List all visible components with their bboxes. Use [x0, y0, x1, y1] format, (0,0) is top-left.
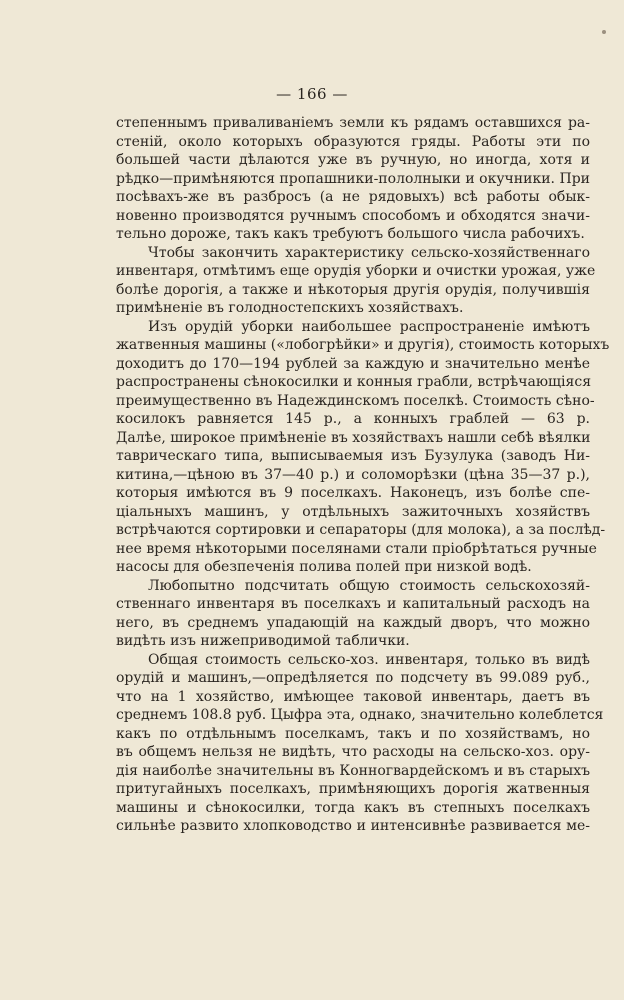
text-line: что на 1 хозяйство, имѣющее таковой инвентарь, даетъ въ [116, 688, 590, 705]
text-line: орудій и машинъ,—опредѣляется по подсчету въ 99.089 руб., [116, 670, 590, 686]
text-line: ціальныхъ машинъ, у отдѣльныхъ зажиточныхъ хозяйствъ [116, 503, 590, 520]
text-line: стеній, около которыхъ образуются гряды. Работы эти по [116, 133, 590, 150]
text-line: встрѣчаются сортировки и сепараторы (для молока), а за послѣд- [116, 522, 606, 538]
text-line: тельно дороже, такъ какъ требуютъ большого числа рабочихъ. [116, 226, 585, 242]
text-line: въ общемъ нельзя не видѣть, что расходы на сельско-хоз. ору- [116, 744, 590, 760]
text-line: притугайныхъ поселкахъ, примѣняющихъ дорогія жатвенныя [116, 781, 590, 797]
text-line: косилокъ равняется 145 р., а конныхъ граблей — 63 р. [116, 411, 590, 427]
text-line: Изъ орудій уборки наибольшее распространеніе имѣютъ [148, 318, 590, 335]
text-line: Чтобы закончить характеристику сельско-хозяйственнаго [148, 244, 590, 261]
text-line: большей части дѣлаются уже въ ручную, но иногда, хотя и [116, 152, 590, 168]
text-line: дія наиболѣе значительны въ Конногвардейскомъ и въ старыхъ [116, 762, 590, 779]
text-line: какъ по отдѣльнымъ поселкамъ, такъ и по хозяйствамъ, но [116, 725, 590, 742]
page-number: — 166 — [276, 85, 348, 103]
text-line: посѣвахъ-же въ разбросъ (а не рядовыхъ) всѣ работы обык- [116, 189, 590, 205]
text-line: Далѣе, широкое примѣненіе въ хозяйствахъ нашли себѣ вѣялки [116, 429, 591, 446]
text-line: доходитъ до 170—194 рублей за каждую и значительно менѣе [116, 355, 590, 372]
text-line: преимущественно въ Надеждинскомъ поселкѣ. Стоимость сѣно- [116, 392, 595, 409]
text-line: таврическаго типа, выписываемыя изъ Бузулука (заводъ Ни- [116, 448, 590, 464]
body-text [116, 114, 610, 836]
text-line: нее время нѣкоторыми поселянами стали пріобрѣтаться ручные [116, 540, 597, 557]
text-line: жатвенныя машины («лобогрѣйки» и другія), стоимость которыхъ [116, 337, 610, 353]
text-line: среднемъ 108.8 руб. Цыфра эта, однако, значительно колеблется [116, 707, 604, 723]
text-line: инвентаря, отмѣтимъ еще орудія уборки и очистки урожая, уже [116, 263, 596, 279]
paper-speck [602, 30, 606, 34]
text-line: ственнаго инвентаря въ поселкахъ и капитальный расходъ на [116, 596, 590, 612]
text-line: китина,—цѣною въ 37—40 р.) и соломорѣзки (цѣна 35—37 р.), [116, 466, 590, 483]
text-line: степеннымъ приваливаніемъ земли къ рядамъ оставшихся ра- [116, 115, 590, 131]
text-line: насосы для обезпеченія полива полей при низкой водѣ. [116, 559, 532, 575]
text-line: болѣе дорогія, а также и нѣкоторыя другія орудія, получившія [116, 281, 590, 298]
text-line: Общая стоимость сельско-хоз. инвентаря, только въ видѣ [148, 651, 590, 668]
text-line: примѣненіе въ голодностепскихъ хозяйствахъ. [116, 300, 464, 316]
text-line: сильнѣе развито хлопководство и интенсивнѣе развивается ме- [116, 818, 590, 834]
text-line: видѣть изъ нижеприводимой таблички. [116, 633, 410, 649]
text-line: новенно производятся ручнымъ способомъ и обходятся значи- [116, 207, 590, 224]
text-line: распространены сѣнокосилки и конныя грабли, встрѣчающіяся [116, 374, 592, 390]
text-line: машины и сѣнокосилки, тогда какъ въ степныхъ поселкахъ [116, 799, 590, 816]
text-line: которыя имѣются въ 9 поселкахъ. Наконецъ, изъ болѣе спе- [116, 485, 590, 501]
text-line: рѣдко—примѣняются пропашники-пололныки и окучники. При [116, 170, 590, 187]
text-line: него, въ среднемъ упадающій на каждый дворъ, что можно [116, 614, 590, 631]
text-line: Любопытно подсчитать общую стоимость сельскохозяй- [148, 577, 590, 594]
